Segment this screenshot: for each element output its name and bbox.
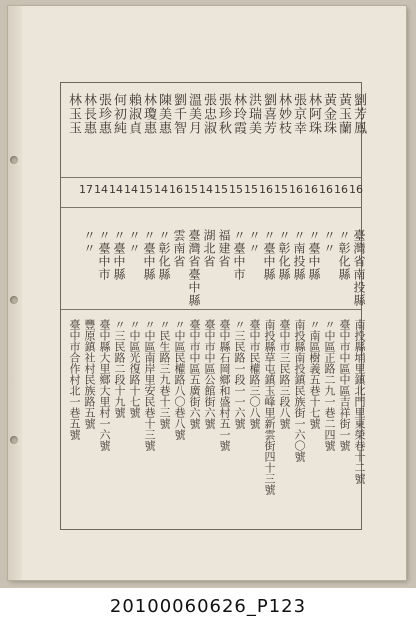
student-age: 15: [229, 183, 243, 196]
student-age: 14: [199, 183, 213, 196]
student-name: 林阿珠: [306, 93, 321, 135]
student-address: 南投縣埔里鎮北門里東榮巷十二號: [353, 319, 366, 484]
student-age: 16: [334, 183, 348, 196]
student-origin: 〃〃: [247, 229, 261, 255]
student-age: 14: [124, 183, 138, 196]
student-address: 〃中區光復路十七號: [128, 319, 141, 418]
student-name: 黃玉蘭: [336, 93, 351, 135]
student-address: 南投縣草屯鎮玉峰里新雲街四十三號: [263, 319, 276, 495]
student-origin: 〃〃: [82, 229, 96, 255]
student-name: 張珍秋: [216, 93, 231, 135]
student-age: 14: [94, 183, 108, 196]
student-name: 劉芳鳳: [351, 93, 366, 135]
student-age: 15: [214, 183, 228, 196]
student-age: 15: [184, 183, 198, 196]
student-address: 臺中市中區中區吉祥街一號: [338, 319, 351, 451]
student-age: 15: [274, 183, 288, 196]
student-address: 臺中市中區五廣街六號: [188, 319, 201, 429]
student-age: 16: [289, 183, 303, 196]
student-age: 14: [109, 183, 123, 196]
student-name: 林長惠: [81, 93, 96, 135]
student-origin: 〃臺中縣: [112, 229, 126, 281]
student-address: 〃中區民權路八〇巷八號: [173, 319, 186, 440]
student-age: 15: [244, 183, 258, 196]
student-name: 溫美月: [186, 93, 201, 135]
page-binding: [8, 6, 22, 580]
student-name: 劉千智: [171, 93, 186, 135]
student-address: 〃三民路二段十九號: [113, 319, 126, 418]
book-page: [8, 6, 406, 580]
student-origin: 臺灣省南投縣: [352, 229, 366, 307]
student-age: 16: [319, 183, 333, 196]
student-age: 16: [349, 183, 363, 196]
student-origin: 福建省: [217, 229, 231, 268]
image-caption: 20100060626_P123: [109, 596, 307, 617]
student-name: 張珍惠: [96, 93, 111, 135]
binding-hole: [10, 436, 18, 444]
student-name: 林妙枝: [276, 93, 291, 135]
student-origin: 〃〃: [322, 229, 336, 255]
binding-hole: [10, 156, 18, 164]
student-address: 臺中市中區公館街六號: [203, 319, 216, 429]
student-age: 16: [304, 183, 318, 196]
student-origin: 〃臺中縣: [262, 229, 276, 281]
student-address: 〃南區樹義五巷十七號: [308, 319, 321, 429]
student-name: 張京幸: [291, 93, 306, 135]
student-address: 〃三民路一段一一六號: [233, 319, 246, 429]
student-name: 林玉玉: [66, 93, 81, 135]
student-address: 〃民生路三九巷十三號: [158, 319, 171, 429]
student-address: 豐原鎮社村民族路五號: [83, 319, 96, 429]
student-address: 臺中市三民路三段八號: [278, 319, 291, 429]
student-name: 林玲霞: [231, 93, 246, 135]
student-address: 臺中縣大里鄉大里村一六號: [98, 319, 111, 451]
student-age: 14: [154, 183, 168, 196]
student-name: 賴淑貞: [126, 93, 141, 135]
student-age: 15: [139, 183, 153, 196]
student-origin: 湖北省: [202, 229, 216, 268]
student-address: 〃中區南岸里安民巷十三號: [143, 319, 156, 451]
roster-column: [62, 83, 80, 529]
student-address: 臺中市合作村北一巷五號: [68, 319, 81, 440]
student-origin: 〃臺中縣: [142, 229, 156, 281]
student-origin: 〃彰化縣: [157, 229, 171, 281]
binding-hole: [10, 296, 18, 304]
student-origin: 臺灣省臺中縣: [187, 229, 201, 307]
student-age: 17: [79, 183, 93, 196]
student-origin: 〃臺中縣: [307, 229, 321, 281]
student-age: 16: [169, 183, 183, 196]
student-roster-table: [60, 82, 366, 530]
student-origin: 〃彰化縣: [277, 229, 291, 281]
student-name: 陳美惠: [156, 93, 171, 135]
student-origin: 〃南投縣: [292, 229, 306, 281]
student-address: 〃中區正路二九一巷二四號: [323, 319, 336, 451]
student-address: 臺中市民權路三〇八號: [248, 319, 261, 429]
student-age: 16: [259, 183, 273, 196]
student-origin: 〃〃: [127, 229, 141, 255]
student-name: 何初純: [111, 93, 126, 135]
student-address: 南投縣南投鎮民族街一六〇號: [293, 319, 306, 462]
student-address: 臺中縣石岡鄉和盛村五一號: [218, 319, 231, 451]
student-origin: 〃臺中市: [232, 229, 246, 281]
student-name: 林瓊惠: [141, 93, 156, 135]
student-origin: 〃彰化縣: [337, 229, 351, 281]
student-origin: 雲南省: [172, 229, 186, 268]
student-origin: 〃臺中市: [97, 229, 111, 281]
student-name: 黃金珠: [321, 93, 336, 135]
student-name: 劉喜芳: [261, 93, 276, 135]
student-name: 張忠淑: [201, 93, 216, 135]
student-name: 洪瑞美: [246, 93, 261, 135]
